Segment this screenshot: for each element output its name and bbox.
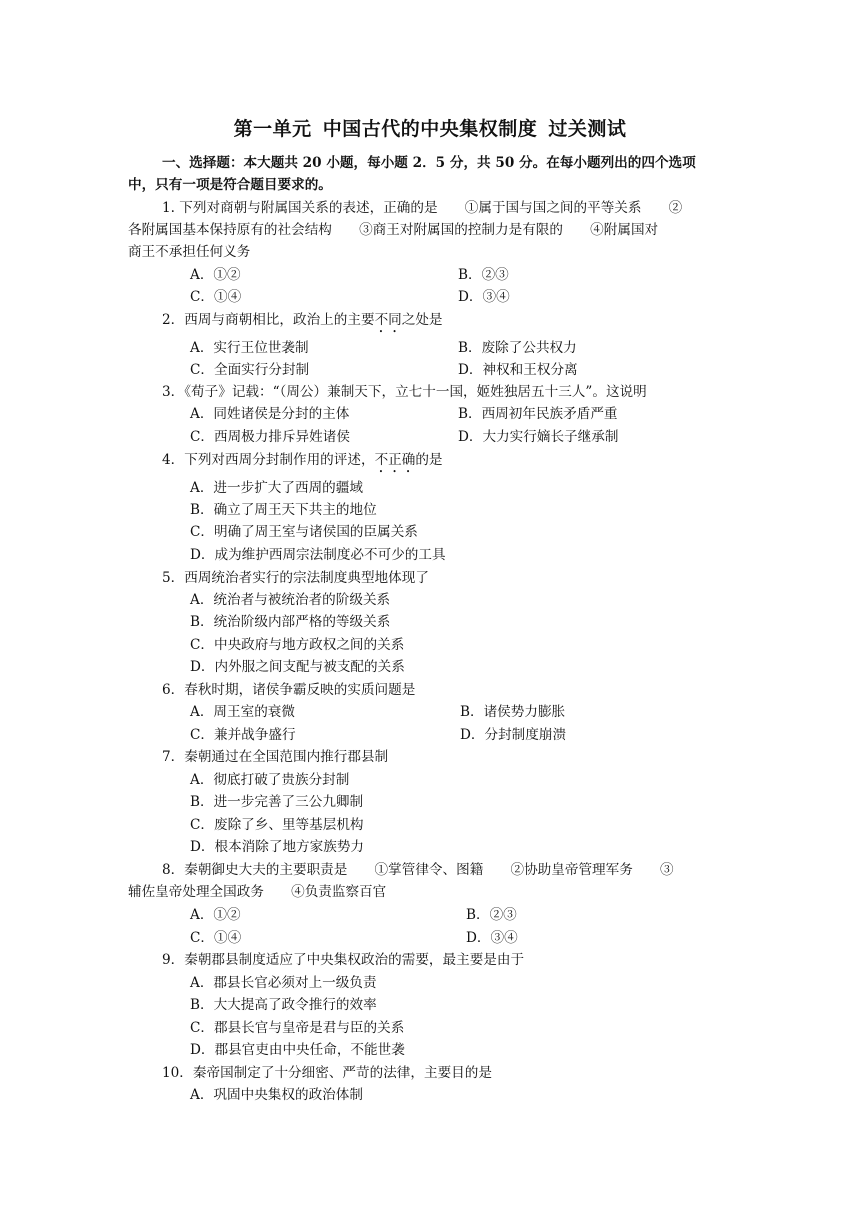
question-10-stem: 10．秦帝国制定了十分细密、严苛的法律，主要目的是 — [162, 1065, 492, 1081]
question-1-option-a[interactable]: A．①② — [190, 267, 241, 283]
question-1-option-d[interactable]: D．③④ — [458, 289, 510, 305]
question-4-stem: 4．下列对西周分封制作用的评述，不正确的是 — [162, 452, 443, 468]
emphasis-not-same: 不同 — [374, 312, 402, 328]
question-6-option-d[interactable]: D．分封制度崩溃 — [460, 727, 567, 743]
question-5-option-d[interactable]: D．内外服之间支配与被支配的关系 — [190, 659, 405, 675]
question-6-option-a[interactable]: A．周王室的衰微 — [190, 704, 295, 720]
question-4-option-c[interactable]: C．明确了周王室与诸侯国的臣属关系 — [190, 524, 418, 540]
question-3-option-d[interactable]: D．大力实行嫡长子继承制 — [458, 429, 619, 445]
question-7-stem: 7．秦朝通过在全国范围内推行郡县制 — [162, 749, 389, 765]
question-9-option-b[interactable]: B．大大提高了政令推行的效率 — [190, 997, 377, 1013]
question-1-option-b[interactable]: B．②③ — [458, 267, 509, 283]
question-1-option-c[interactable]: C．①④ — [190, 289, 242, 305]
question-2-option-a[interactable]: A．实行王位世袭制 — [190, 340, 309, 356]
emphasis-incorrect: 不正确 — [374, 452, 416, 468]
section-instruction-line1: 一、选择题：本大题共 20 小题，每小题 2．5 分，共 50 分。在每小题列出的四个选项 — [162, 155, 696, 171]
question-3-option-c[interactable]: C．西周极力排斥异姓诸侯 — [190, 429, 350, 445]
question-4-option-b[interactable]: B．确立了周王天下共主的地位 — [190, 502, 377, 518]
question-8-option-a[interactable]: A．①② — [190, 907, 241, 923]
question-8-option-c[interactable]: C．①④ — [190, 930, 242, 946]
question-3-option-b[interactable]: B．西周初年民族矛盾严重 — [458, 406, 618, 422]
question-8-option-d[interactable]: D．③④ — [466, 930, 518, 946]
question-6-stem: 6．春秋时期，诸侯争霸反映的实质问题是 — [162, 682, 416, 698]
question-2-option-d[interactable]: D．神权和王权分离 — [458, 362, 578, 378]
question-2-option-b[interactable]: B．废除了公共权力 — [458, 340, 577, 356]
question-7-option-b[interactable]: B．进一步完善了三公九卿制 — [190, 794, 364, 810]
question-7-option-d[interactable]: D．根本消除了地方家族势力 — [190, 839, 365, 855]
question-8-option-b[interactable]: B．②③ — [466, 907, 517, 923]
title-topic: 中国古代的中央集权制度 — [322, 118, 538, 140]
page-title — [0, 114, 860, 141]
question-8-stem-line2: 辅佐皇帝处理全国政务 ④负责监察百官 — [128, 884, 387, 900]
question-3-stem: 3．《荀子》记载：“（周公）兼制天下，立七十一国，姬姓独居五十三人”。这说明 — [162, 384, 647, 400]
title-unit: 第一单元 — [233, 118, 312, 140]
question-5-option-a[interactable]: A．统治者与被统治者的阶级关系 — [190, 592, 391, 608]
question-1-stem-line1: 1. 下列对商朝与附属国关系的表述，正确的是 ①属于国与国之间的平等关系 ② — [162, 200, 683, 216]
question-3-option-a[interactable]: A．同姓诸侯是分封的主体 — [190, 406, 350, 422]
question-7-option-c[interactable]: C．废除了乡、里等基层机构 — [190, 817, 364, 833]
question-1-stem-line2: 各附属国基本保持原有的社会结构 ③商王对附属国的控制力是有限的 ④附属国对 — [128, 222, 659, 238]
question-4-option-d[interactable]: D．成为维护西周宗法制度必不可少的工具 — [190, 547, 446, 563]
question-6-option-b[interactable]: B．诸侯势力膨胀 — [460, 704, 566, 720]
question-4-option-a[interactable]: A．进一步扩大了西周的疆域 — [190, 480, 363, 496]
question-2-option-c[interactable]: C．全面实行分封制 — [190, 362, 310, 378]
question-9-option-c[interactable]: C．郡县长官与皇帝是君与臣的关系 — [190, 1020, 405, 1036]
question-1-stem-line3: 商王不承担任何义务 — [128, 244, 251, 260]
question-9-option-d[interactable]: D．郡县官吏由中央任命，不能世袭 — [190, 1042, 405, 1058]
question-7-option-a[interactable]: A．彻底打破了贵族分封制 — [190, 772, 350, 788]
question-8-stem-line1: 8．秦朝御史大夫的主要职责是 ①掌管律令、图籍 ②协助皇帝管理军务 ③ — [162, 862, 674, 878]
question-5-option-c[interactable]: C．中央政府与地方政权之间的关系 — [190, 637, 405, 653]
question-5-option-b[interactable]: B．统治阶级内部严格的等级关系 — [190, 614, 391, 630]
question-5-stem: 5．西周统治者实行的宗法制度典型地体现了 — [162, 570, 429, 586]
title-test: 过关测试 — [548, 118, 627, 140]
question-9-option-a[interactable]: A．郡县长官必须对上一级负责 — [190, 975, 377, 991]
question-2-stem: 2．西周与商朝相比，政治上的主要不同之处是 — [162, 312, 443, 328]
question-10-option-a[interactable]: A．巩固中央集权的政治体制 — [190, 1087, 363, 1103]
section-instruction-line2: 中，只有一项是符合题目要求的。 — [128, 177, 332, 193]
question-6-option-c[interactable]: C．兼并战争盛行 — [190, 727, 296, 743]
question-9-stem: 9．秦朝郡县制度适应了中央集权政治的需要，最主要是由于 — [162, 952, 525, 968]
